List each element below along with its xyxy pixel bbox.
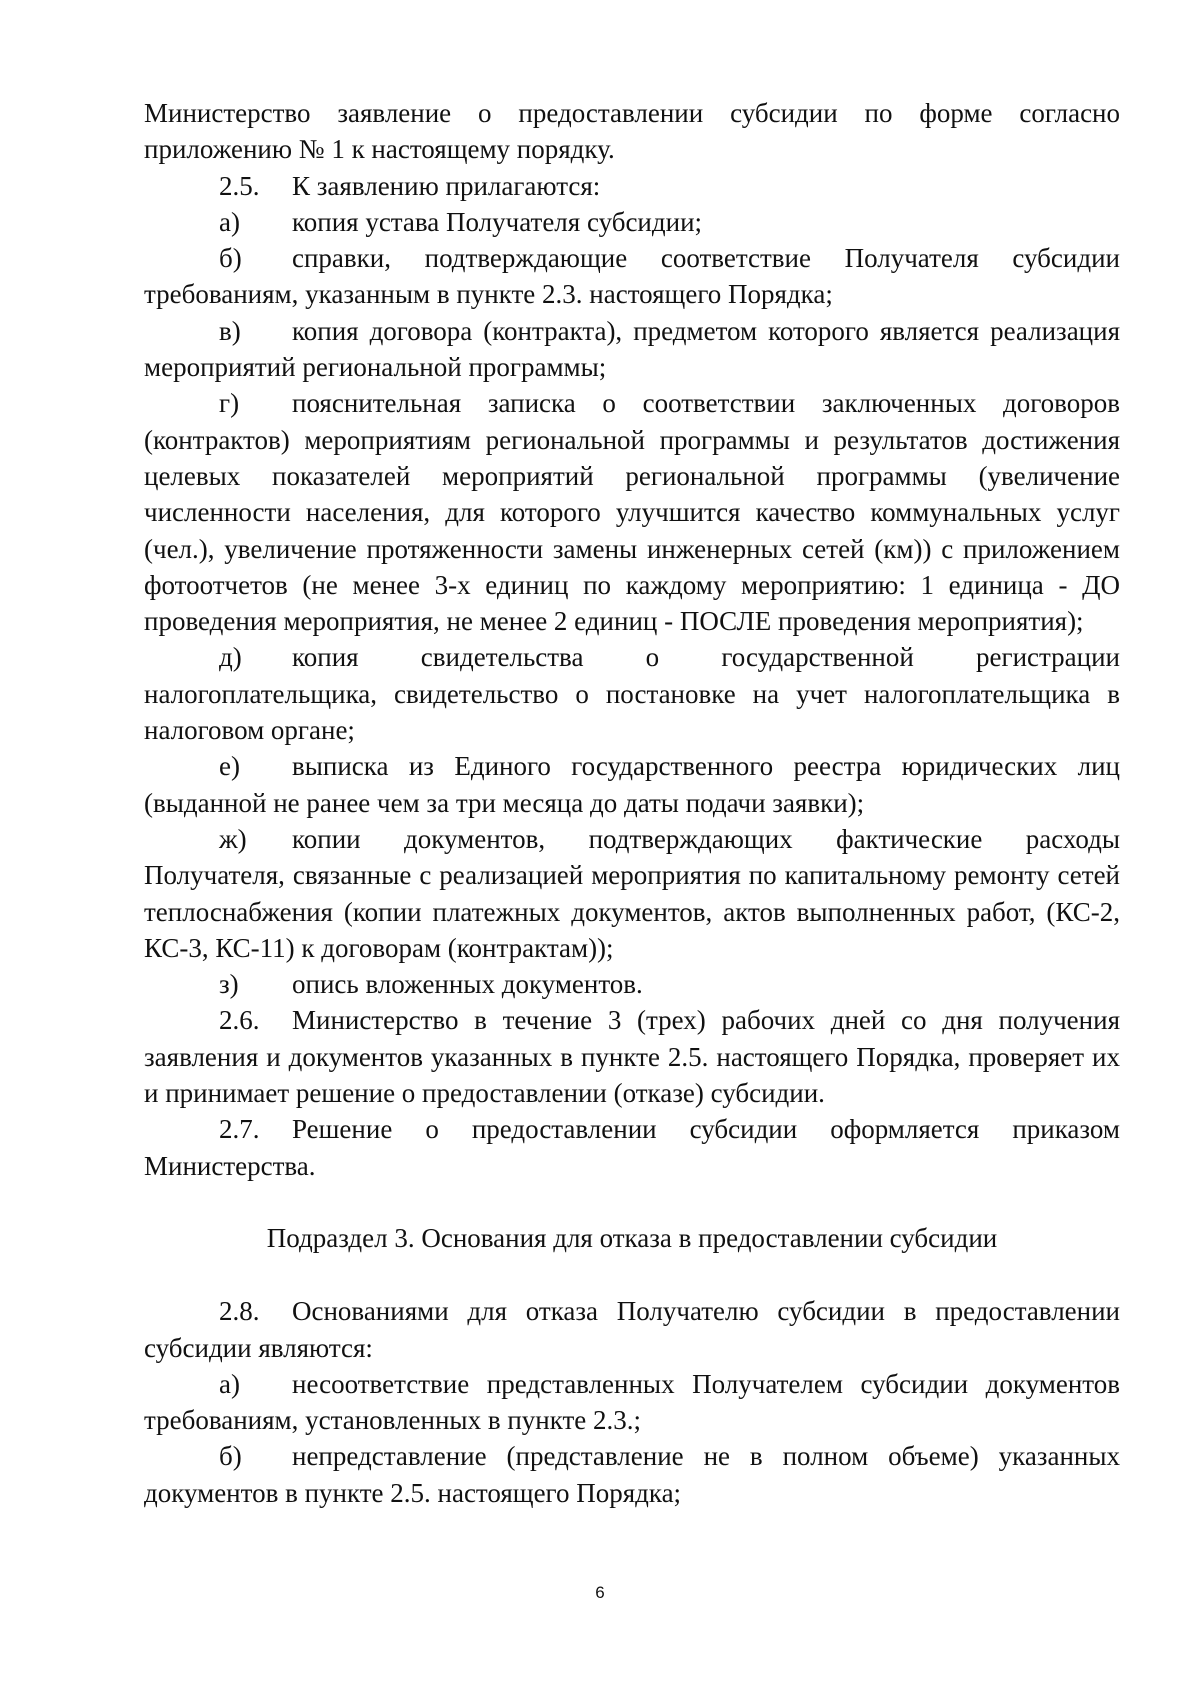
list-item-v: в) копия договора (контракта), предметом которого является реализация мероприятий региональной программы; (144, 313, 1120, 386)
list-item-a: а) копия устава Получателя субсидии; (144, 204, 1120, 240)
item-label: д) (219, 642, 242, 673)
paragraph-2-5: 2.5. К заявлению прилагаются: (144, 168, 1120, 204)
refusal-item-a: а) несоответствие представленных Получателем субсидии документов требованиям, установленных в пункте 2.3.; (144, 1366, 1120, 1439)
item-label: 2.6. (219, 1005, 260, 1036)
item-label: б) (219, 1441, 242, 1472)
paragraph-2-7: 2.7. Решение о предоставлении субсидии оформляется приказом Министерства. (144, 1111, 1120, 1184)
paragraph-2-6: 2.6. Министерство в течение 3 (трех) рабочих дней со дня получения заявления и документов указанных в пункте 2.5. настоящего Порядка, проверяет их и принимает решение о предоставлении (отказе) субсидии. (144, 1002, 1120, 1111)
refusal-item-b: б) непредставление (представление не в полном объеме) указанных документов в пункте 2.5. настоящего Порядка; (144, 1438, 1120, 1511)
subsection-heading: Подраздел 3. Основания для отказа в предоставлении субсидии (266, 1222, 998, 1253)
document-body (144, 95, 1120, 1511)
item-label: б) (219, 243, 242, 274)
item-label: г) (219, 388, 240, 419)
item-label: 2.7. (219, 1114, 260, 1145)
list-item-d: д) копия свидетельства о государственной регистрации налогоплательщика, свидетельство о постановке на учет налогоплательщика в налоговом органе; (144, 639, 1120, 748)
paragraph-continuation: Министерство заявление о предоставлении субсидии по форме согласно приложению № 1 к настоящему порядку. (144, 98, 1120, 165)
item-label: ж) (219, 823, 247, 854)
page-number: 6 (595, 1583, 605, 1602)
item-label: з) (219, 969, 239, 1000)
list-item-e: е) выписка из Единого государственного реестра юридических лиц (выданной не ранее чем за три месяца до даты подачи заявки); (144, 748, 1120, 821)
list-item-b: б) справки, подтверждающие соответствие Получателя субсидии требованиям, указанным в пункте 2.3. настоящего Порядка; (144, 240, 1120, 313)
item-label: а) (219, 206, 240, 237)
list-item-g: г) пояснительная записка о соответствии заключенных договоров (контрактов) мероприятиям региональной программы и результатов достижения целевых показателей мероприятий региональной программы (увеличение численности населения, для которого улучшится качество коммунальных услуг (чел.), увеличение протяженности замены инженерных сетей (км)) с приложением фотоотчетов (не менее 3-х единиц по каждому мероприятию: 1 единица - ДО проведения мероприятия, не менее 2 единиц - ПОСЛЕ проведения мероприятия); (144, 385, 1120, 639)
item-label: 2.5. (219, 170, 260, 201)
item-label: в) (219, 315, 241, 346)
item-label: 2.8. (219, 1296, 260, 1327)
item-label: е) (219, 751, 240, 782)
list-item-z: з) опись вложенных документов. (144, 966, 1120, 1002)
item-label: а) (219, 1368, 240, 1399)
paragraph-2-8: 2.8. Основаниями для отказа Получателю субсидии в предоставлении субсидии являются: (144, 1293, 1120, 1366)
list-item-zh: ж) копии документов, подтверждающих фактические расходы Получателя, связанные с реализацией мероприятия по капитальному ремонту сетей теплоснабжения (копии платежных документов, актов выполненных работ, (КС-2, КС-3, КС-11) к договорам (контрактам)); (144, 821, 1120, 966)
